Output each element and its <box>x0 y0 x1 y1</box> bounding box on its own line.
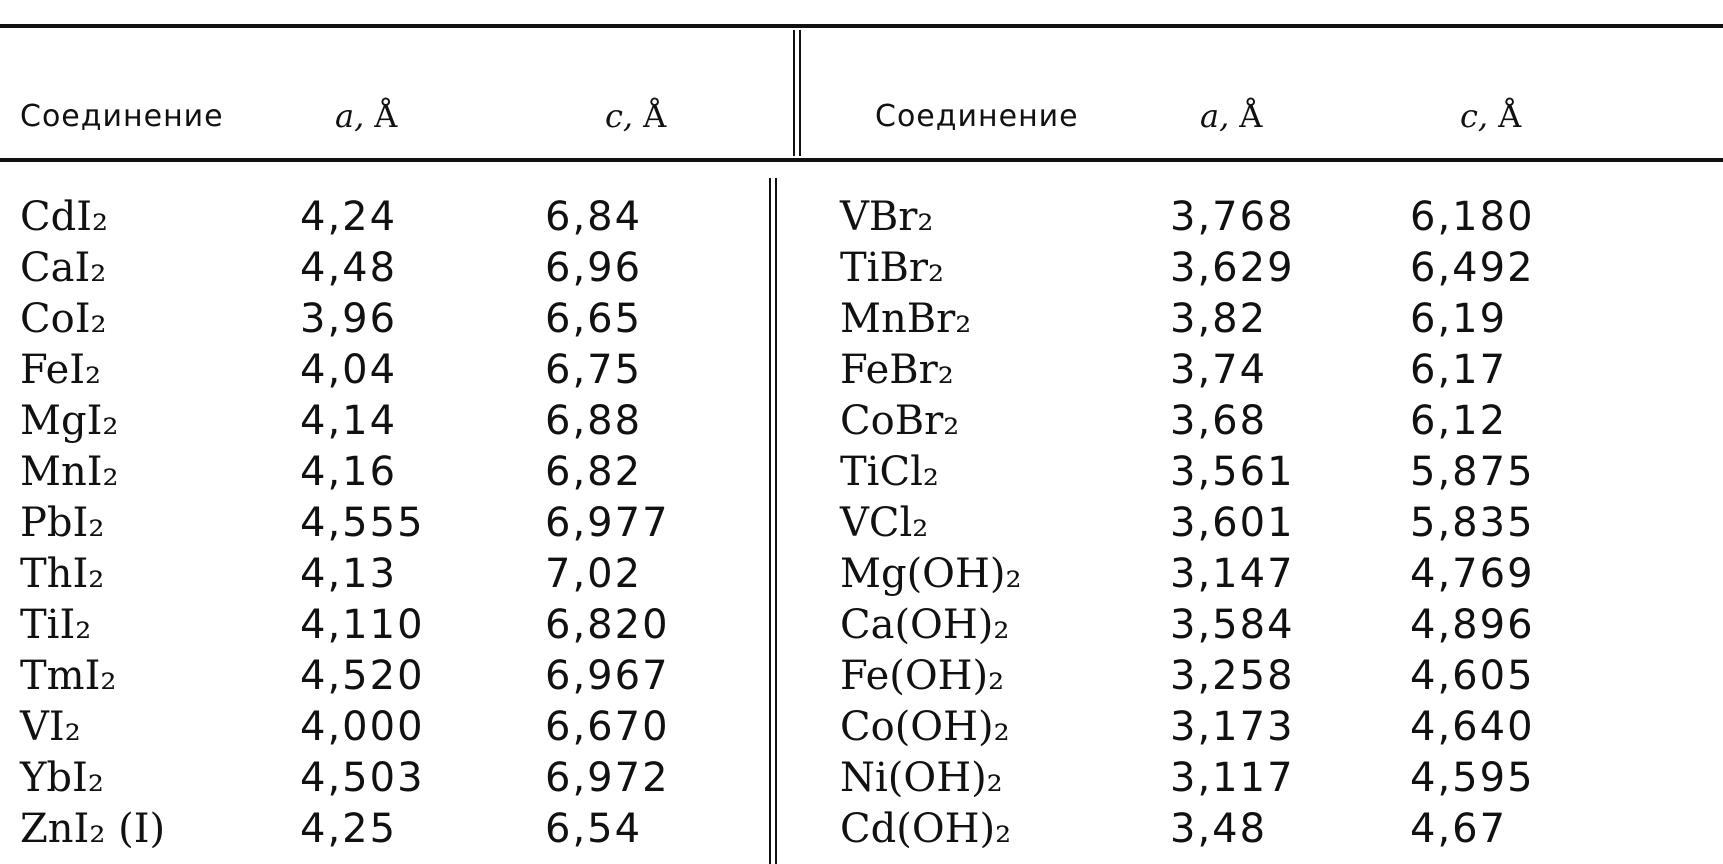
column-divider <box>799 30 801 156</box>
header-c-symbol: c, <box>1460 97 1489 135</box>
a-value-cell: 4,555 <box>300 500 425 546</box>
c-value-cell: 6,19 <box>1410 296 1508 342</box>
header-bottom-rule <box>0 158 1723 162</box>
c-value-cell: 4,595 <box>1410 755 1535 801</box>
c-value-cell: 6,75 <box>545 347 643 393</box>
a-value-cell: 4,503 <box>300 755 425 801</box>
header-compound-label: Соединение <box>20 99 224 134</box>
compound-cell: Mg(OH)₂ <box>840 551 1022 597</box>
c-value-cell: 4,896 <box>1410 602 1535 648</box>
c-value-cell: 4,67 <box>1410 806 1508 852</box>
compound-cell: ThI₂ <box>20 551 105 597</box>
table-row <box>780 549 1723 600</box>
a-value-cell: 4,520 <box>300 653 425 699</box>
compound-cell: PbI₂ <box>20 500 105 546</box>
compound-cell: Ni(OH)₂ <box>840 755 1003 801</box>
a-value-cell: 4,48 <box>300 245 398 291</box>
c-value-cell: 4,640 <box>1410 704 1535 750</box>
c-value-cell: 7,02 <box>545 551 643 597</box>
table-row <box>0 447 770 498</box>
compound-cell: FeI₂ <box>20 347 102 393</box>
header-a-unit: Å <box>1239 97 1263 135</box>
c-value-cell: 6,65 <box>545 296 643 342</box>
table-row <box>780 753 1723 804</box>
left-table-body <box>0 192 770 855</box>
header-compound-left <box>20 62 224 132</box>
a-value-cell: 4,000 <box>300 704 425 750</box>
table-row <box>780 192 1723 243</box>
c-value-cell: 6,96 <box>545 245 643 291</box>
a-value-cell: 3,629 <box>1170 245 1295 291</box>
compound-cell: MgI₂ <box>20 398 119 444</box>
compound-cell: CaI₂ <box>20 245 107 291</box>
table-row <box>780 702 1723 753</box>
a-value-cell: 3,117 <box>1170 755 1295 801</box>
table-row <box>780 345 1723 396</box>
c-value-cell: 6,17 <box>1410 347 1508 393</box>
a-value-cell: 4,13 <box>300 551 398 597</box>
a-value-cell: 3,173 <box>1170 704 1295 750</box>
compound-cell: MnI₂ <box>20 449 119 495</box>
compound-cell: VBr₂ <box>840 194 934 240</box>
table-row <box>0 243 770 294</box>
c-value-cell: 6,12 <box>1410 398 1508 444</box>
header-c-unit: Å <box>1498 97 1522 135</box>
compound-cell: TiBr₂ <box>840 245 945 291</box>
c-value-cell: 6,967 <box>545 653 670 699</box>
a-value-cell: 3,96 <box>300 296 398 342</box>
header-a-right <box>1200 62 1263 135</box>
table-row <box>0 753 770 804</box>
a-value-cell: 4,25 <box>300 806 398 852</box>
compound-cell: Cd(OH)₂ <box>840 806 1012 852</box>
table-row <box>0 498 770 549</box>
column-divider <box>793 30 795 156</box>
table-row <box>780 294 1723 345</box>
c-value-cell: 5,835 <box>1410 500 1535 546</box>
table-row <box>780 243 1723 294</box>
a-value-cell: 4,04 <box>300 347 398 393</box>
table-row <box>780 804 1723 855</box>
right-table-body <box>780 192 1723 855</box>
c-value-cell: 4,769 <box>1410 551 1535 597</box>
compound-cell: Ca(OH)₂ <box>840 602 1010 648</box>
table-row <box>0 651 770 702</box>
table-top-rule <box>0 24 1723 28</box>
table-row <box>0 345 770 396</box>
c-value-cell: 4,605 <box>1410 653 1535 699</box>
compound-cell: VCl₂ <box>840 500 929 546</box>
a-value-cell: 3,68 <box>1170 398 1268 444</box>
table-row <box>780 651 1723 702</box>
header-compound-label: Соединение <box>875 99 1079 134</box>
c-value-cell: 5,875 <box>1410 449 1535 495</box>
header-a-unit: Å <box>374 97 398 135</box>
header-c-right <box>1460 62 1522 135</box>
c-value-cell: 6,972 <box>545 755 670 801</box>
a-value-cell: 4,16 <box>300 449 398 495</box>
c-value-cell: 6,88 <box>545 398 643 444</box>
header-a-symbol: a, <box>1200 97 1230 135</box>
c-value-cell: 6,820 <box>545 602 670 648</box>
table-row <box>0 396 770 447</box>
header-c-unit: Å <box>643 97 667 135</box>
a-value-cell: 3,82 <box>1170 296 1268 342</box>
c-value-cell: 6,82 <box>545 449 643 495</box>
a-value-cell: 3,48 <box>1170 806 1268 852</box>
table-row <box>780 600 1723 651</box>
table-row <box>0 804 770 855</box>
header-a-symbol: a, <box>335 97 365 135</box>
a-value-cell: 3,601 <box>1170 500 1295 546</box>
compound-cell: YbI₂ <box>20 755 104 801</box>
compound-cell: Fe(OH)₂ <box>840 653 1005 699</box>
a-value-cell: 3,584 <box>1170 602 1295 648</box>
table-row <box>780 447 1723 498</box>
compound-cell: MnBr₂ <box>840 296 972 342</box>
compound-cell: TiI₂ <box>20 602 92 648</box>
header-c-symbol: c, <box>605 97 634 135</box>
table-row <box>0 192 770 243</box>
header-c-left <box>605 62 667 135</box>
a-value-cell: 3,258 <box>1170 653 1295 699</box>
a-value-cell: 4,24 <box>300 194 398 240</box>
compound-cell: VI₂ <box>20 704 81 750</box>
column-divider <box>775 178 777 864</box>
table-row <box>0 549 770 600</box>
a-value-cell: 4,14 <box>300 398 398 444</box>
header-compound-right <box>875 62 1079 132</box>
a-value-cell: 3,74 <box>1170 347 1268 393</box>
c-value-cell: 6,84 <box>545 194 643 240</box>
compound-cell: TmI₂ <box>20 653 117 699</box>
c-value-cell: 6,54 <box>545 806 643 852</box>
compound-cell: CoBr₂ <box>840 398 960 444</box>
header-a-left <box>335 62 398 135</box>
compound-cell: Co(OH)₂ <box>840 704 1010 750</box>
a-value-cell: 3,147 <box>1170 551 1295 597</box>
a-value-cell: 3,561 <box>1170 449 1295 495</box>
c-value-cell: 6,977 <box>545 500 670 546</box>
a-value-cell: 4,110 <box>300 602 425 648</box>
table-row <box>780 498 1723 549</box>
compound-cell: CdI₂ <box>20 194 109 240</box>
table-row <box>0 600 770 651</box>
c-value-cell: 6,180 <box>1410 194 1535 240</box>
compound-cell: TiCl₂ <box>840 449 939 495</box>
compound-cell: ZnI₂ (I) <box>20 806 166 852</box>
compound-cell: CoI₂ <box>20 296 107 342</box>
compound-cell: FeBr₂ <box>840 347 954 393</box>
c-value-cell: 6,670 <box>545 704 670 750</box>
table-row <box>0 294 770 345</box>
table-row <box>0 702 770 753</box>
c-value-cell: 6,492 <box>1410 245 1535 291</box>
a-value-cell: 3,768 <box>1170 194 1295 240</box>
table-row <box>780 396 1723 447</box>
